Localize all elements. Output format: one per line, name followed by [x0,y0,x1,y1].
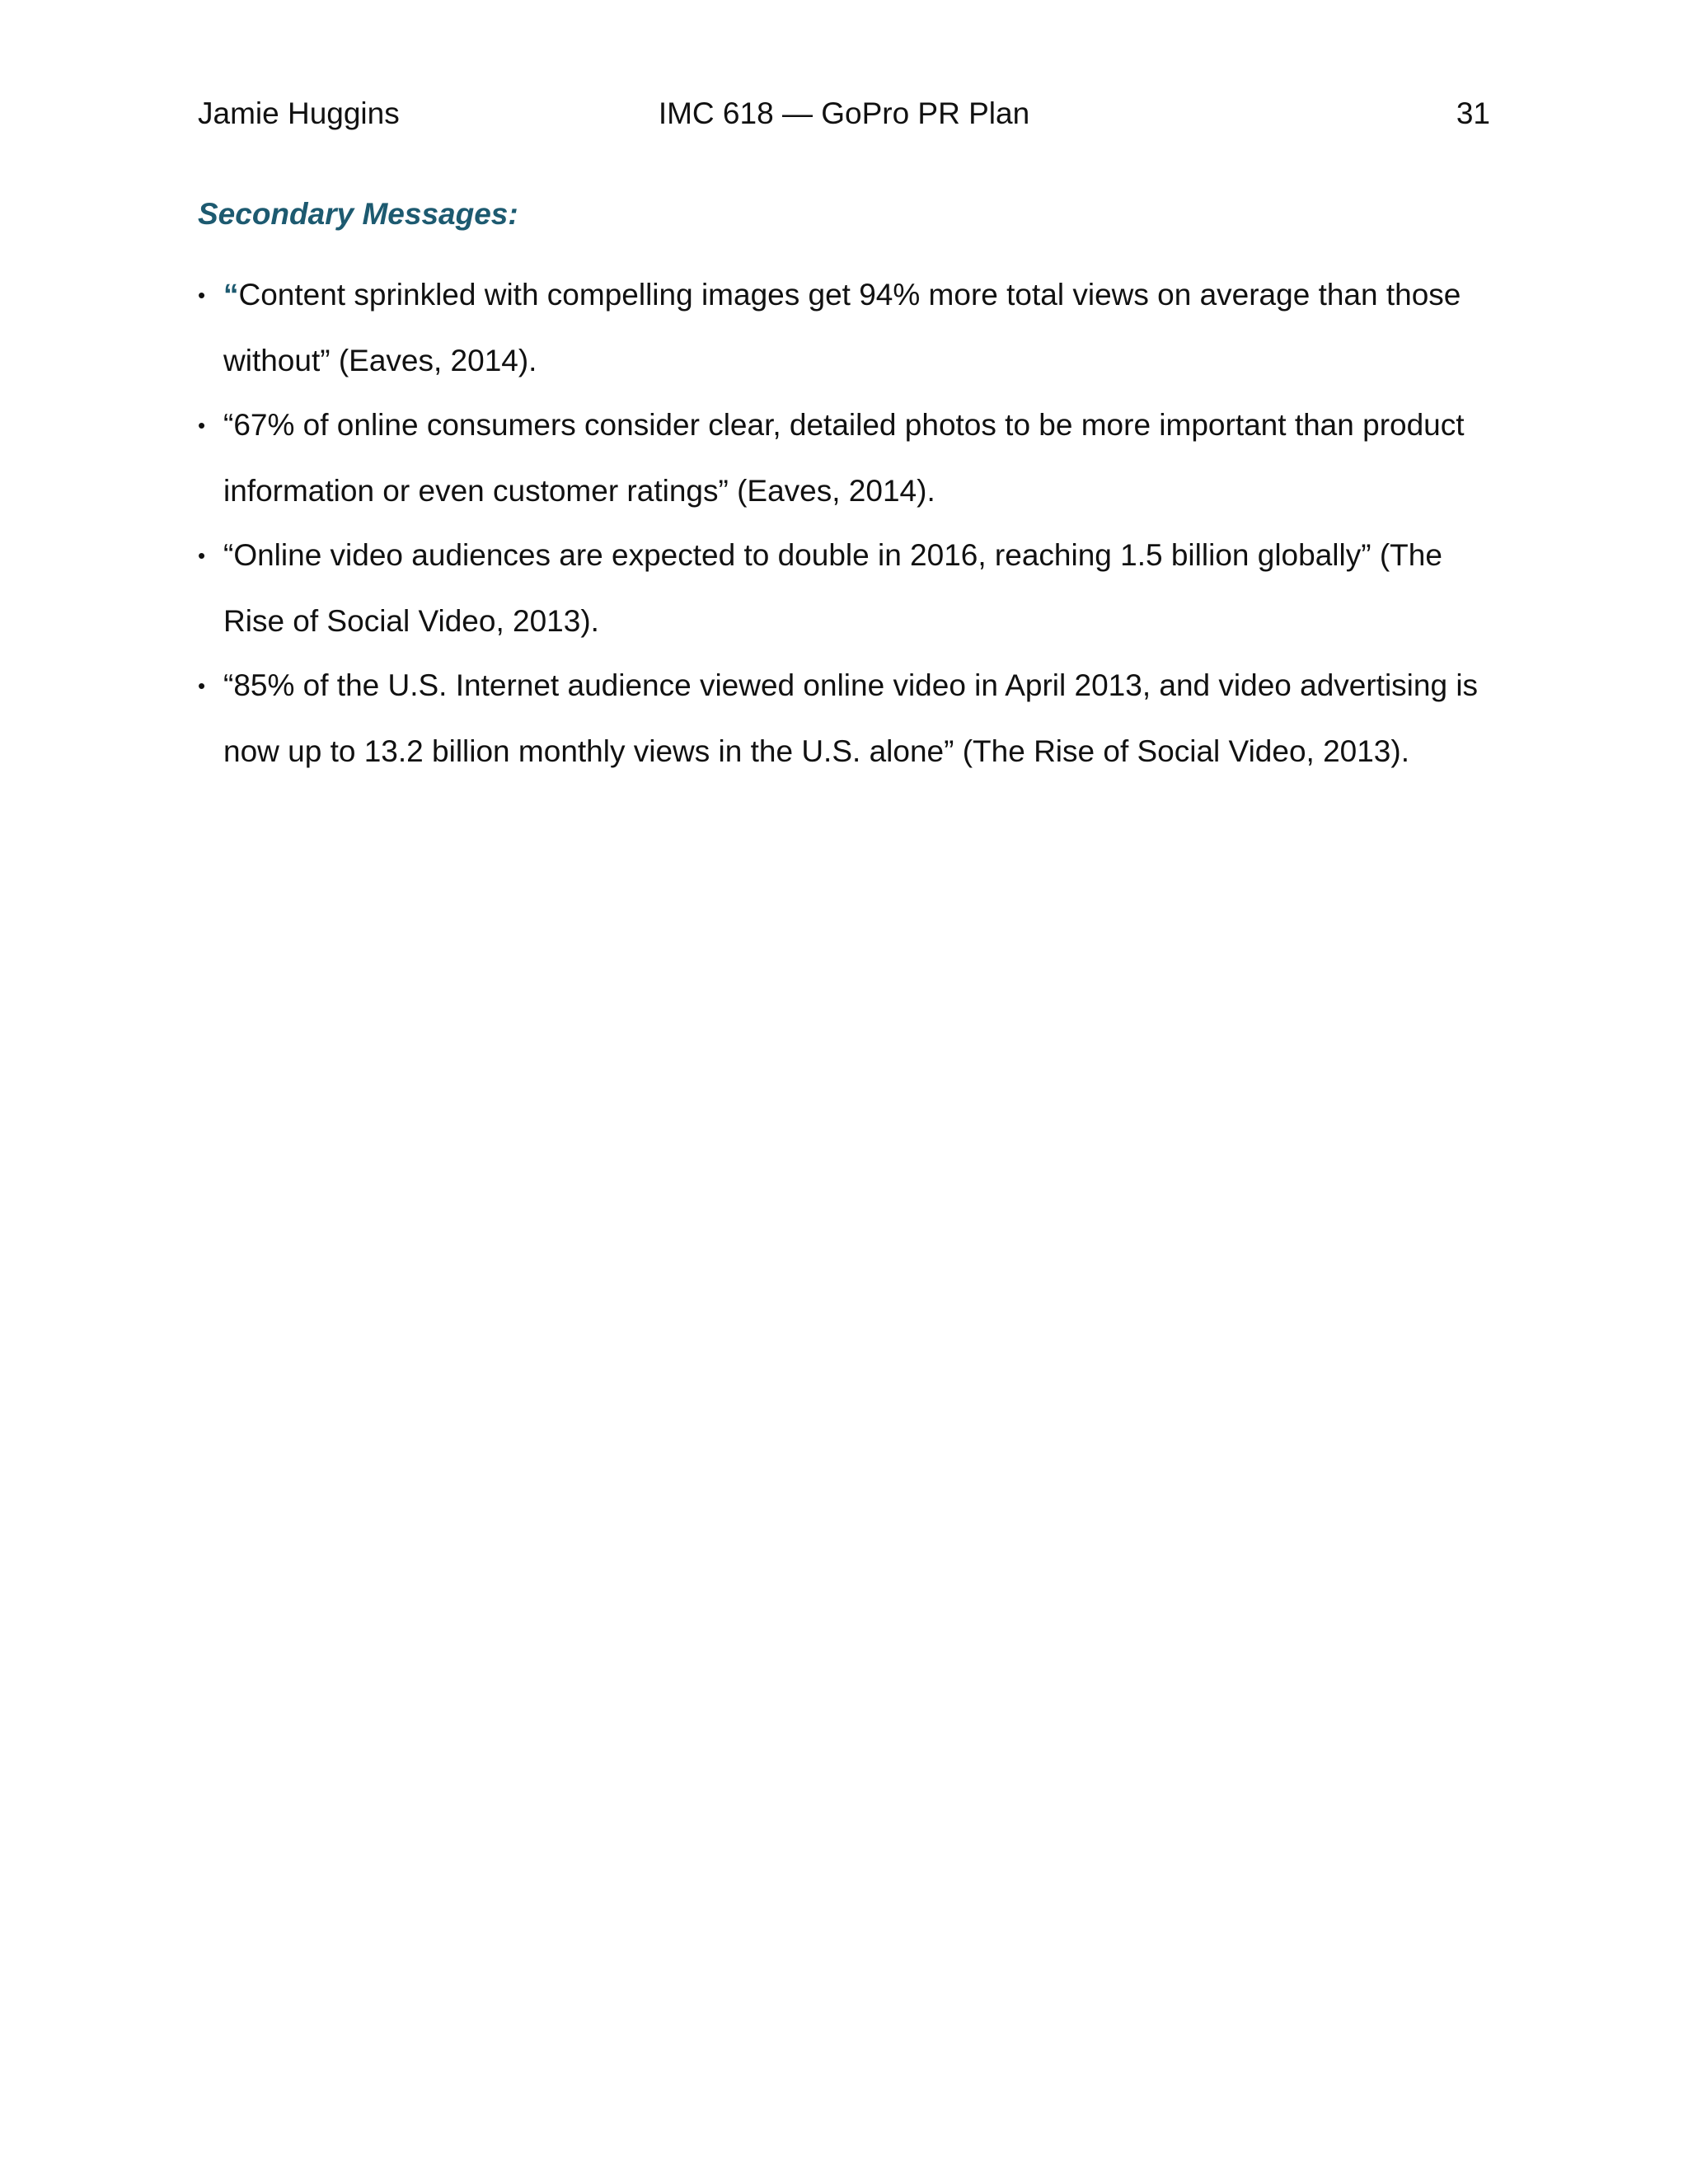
list-item [198,523,1500,654]
bullet-icon: • [198,543,206,568]
header-document-title: IMC 618 — GoPro PR Plan [658,96,1030,130]
running-header [198,92,1490,135]
bullet-icon: • [198,673,206,698]
bullet-icon: • [198,413,206,438]
header-page-number: 31 [1456,96,1490,130]
list-item [198,392,1500,524]
bullet-text: “67% of online consumers consider clear, detailed photos to be more important than product information or even customer ratings” (Eaves, 2014). [223,408,1465,508]
bullet-text: Content sprinkled with compelling images get 94% more total views on average than those without” (Eaves, 2014). [223,278,1461,377]
bullet-text: “85% of the U.S. Internet audience viewed online video in April 2013, and video advertising is now up to 13.2 billion monthly views in the U.S. alone” (The Rise of Social Video, 2013). [223,668,1479,768]
bullet-text: “Online video audiences are expected to double in 2016, reaching 1.5 billion globally” (The Rise of Social Video, 2013). [223,538,1442,638]
header-author: Jamie Huggins [198,96,400,130]
bullet-icon: • [198,283,206,307]
secondary-messages-list [198,262,1500,785]
list-item [198,653,1500,785]
section-heading: Secondary Messages: [198,197,518,231]
open-quote-mark: “ [223,278,239,312]
list-item [198,262,1500,394]
